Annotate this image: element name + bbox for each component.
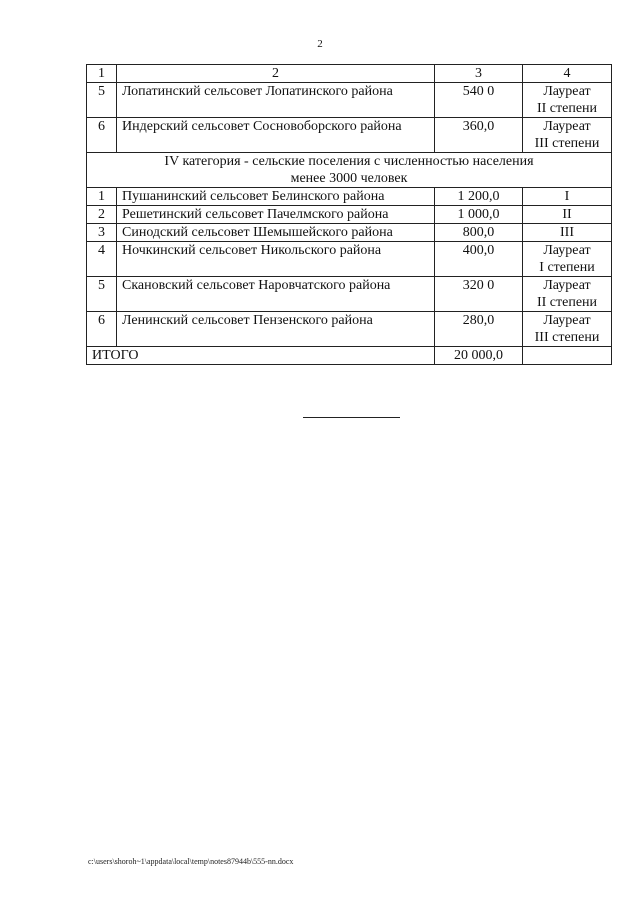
table-row bbox=[87, 224, 612, 242]
table-header-row bbox=[87, 65, 612, 83]
header-cell-1: 1 bbox=[87, 65, 117, 83]
row-number: 5 bbox=[87, 83, 117, 118]
award-table bbox=[86, 64, 612, 365]
rows-top-group bbox=[87, 83, 612, 153]
award-place: II bbox=[523, 206, 612, 224]
row-number: 5 bbox=[87, 277, 117, 312]
rows-bottom-group bbox=[87, 188, 612, 347]
settlement-name: Пушанинский сельсовет Белинского района bbox=[117, 188, 435, 206]
award-sum: 280,0 bbox=[435, 312, 523, 347]
settlement-name: Скановский сельсовет Наровчатского района bbox=[117, 277, 435, 312]
settlement-name: Ленинский сельсовет Пензенского района bbox=[117, 312, 435, 347]
page-number: 2 bbox=[317, 38, 323, 50]
table-row bbox=[87, 206, 612, 224]
total-label: ИТОГО bbox=[87, 347, 435, 365]
header-cell-4: 4 bbox=[523, 65, 612, 83]
award-place: Лауреат III степени bbox=[523, 312, 612, 347]
award-place: Лауреат II степени bbox=[523, 83, 612, 118]
settlement-name: Лопатинский сельсовет Лопатинского района bbox=[117, 83, 435, 118]
total-sum: 20 000,0 bbox=[435, 347, 523, 365]
row-number: 4 bbox=[87, 242, 117, 277]
award-place: I bbox=[523, 188, 612, 206]
award-place: Лауреат II степени bbox=[523, 277, 612, 312]
award-sum: 540 0 bbox=[435, 83, 523, 118]
table-row bbox=[87, 277, 612, 312]
total-row bbox=[87, 347, 612, 365]
settlement-name: Индерский сельсовет Сосновоборского района bbox=[117, 118, 435, 153]
table-row bbox=[87, 188, 612, 206]
settlement-name: Решетинский сельсовет Пачелмского района bbox=[117, 206, 435, 224]
header-cell-2: 2 bbox=[117, 65, 435, 83]
award-sum: 360,0 bbox=[435, 118, 523, 153]
award-place: Лауреат III степени bbox=[523, 118, 612, 153]
award-sum: 320 0 bbox=[435, 277, 523, 312]
table-row bbox=[87, 242, 612, 277]
row-number: 6 bbox=[87, 118, 117, 153]
row-number: 3 bbox=[87, 224, 117, 242]
table-row bbox=[87, 83, 612, 118]
table-row bbox=[87, 118, 612, 153]
settlement-name: Ночкинский сельсовет Никольского района bbox=[117, 242, 435, 277]
total-place bbox=[523, 347, 612, 365]
award-place: III bbox=[523, 224, 612, 242]
award-place: Лауреат I степени bbox=[523, 242, 612, 277]
award-sum: 1 200,0 bbox=[435, 188, 523, 206]
award-sum: 400,0 bbox=[435, 242, 523, 277]
separator-line bbox=[303, 417, 400, 418]
settlement-name: Синодский сельсовет Шемышейского района bbox=[117, 224, 435, 242]
category-heading: IV категория - сельские поселения с численностью населения менее 3000 человек bbox=[87, 153, 612, 188]
award-sum: 1 000,0 bbox=[435, 206, 523, 224]
file-path-footer: c:\users\shoroh~1\appdata\local\temp\notes87944b\555-nn.docx bbox=[88, 857, 294, 866]
category-row bbox=[87, 153, 612, 188]
header-cell-3: 3 bbox=[435, 65, 523, 83]
award-sum: 800,0 bbox=[435, 224, 523, 242]
table-row bbox=[87, 312, 612, 347]
row-number: 6 bbox=[87, 312, 117, 347]
row-number: 1 bbox=[87, 188, 117, 206]
row-number: 2 bbox=[87, 206, 117, 224]
